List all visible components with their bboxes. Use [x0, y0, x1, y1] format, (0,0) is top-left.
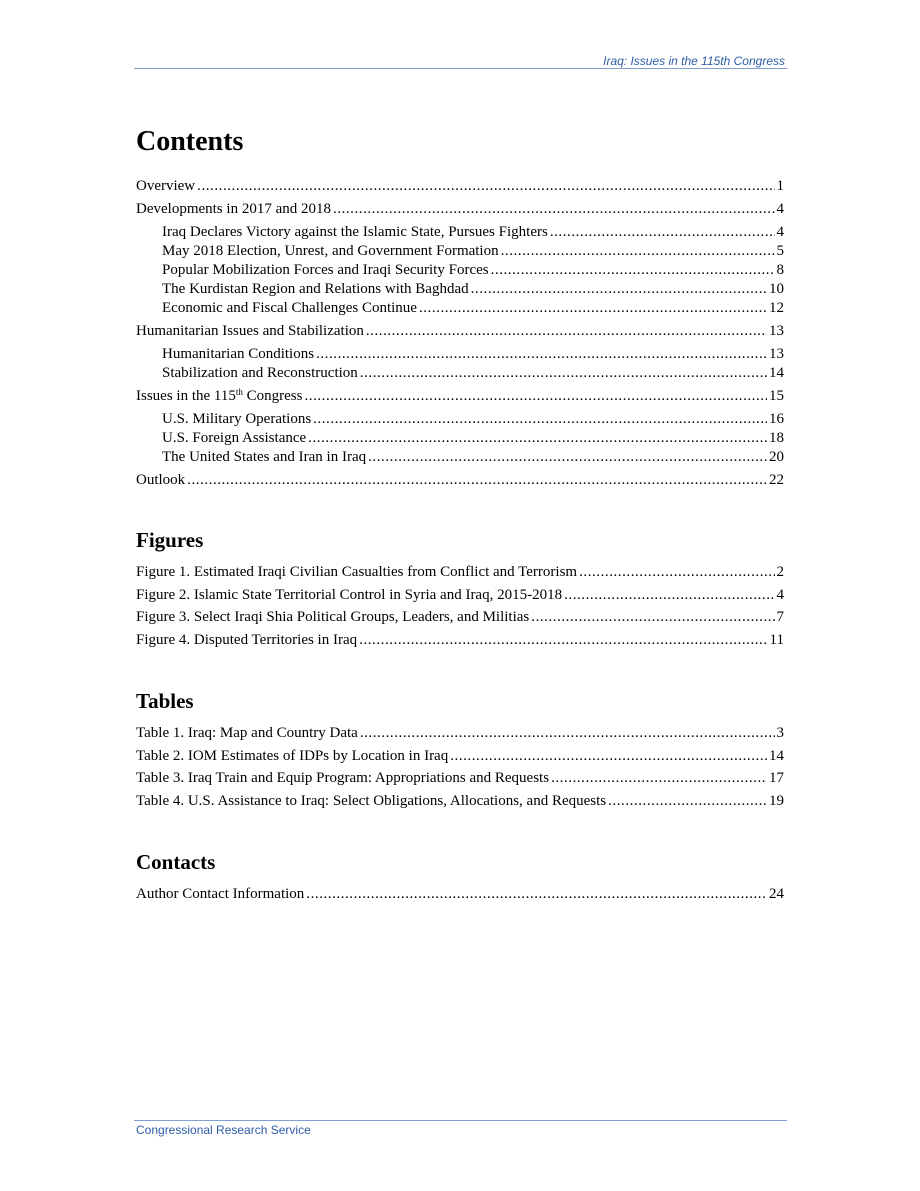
toc-entry-page: 11 [769, 631, 784, 648]
toc-entry-developments[interactable] [136, 200, 784, 219]
dot-leader [551, 769, 767, 788]
tables-heading: Tables [136, 689, 194, 713]
toc-entry-page: 16 [769, 411, 784, 427]
toc-subentry[interactable] [136, 280, 784, 299]
toc-subentry[interactable] [136, 410, 784, 429]
toc-entry-label: Stabilization and Reconstruction [162, 365, 358, 381]
toc-entry-label: Figure 4. Disputed Territories in Iraq [136, 631, 358, 648]
toc-entry-page: 13 [769, 346, 784, 362]
dot-leader [579, 563, 774, 582]
toc-entry-label: Popular Mobilization Forces and Iraqi Security Forces [162, 262, 489, 278]
table-entry[interactable] [136, 747, 784, 766]
contents-heading: Contents [136, 126, 244, 157]
toc-subentry[interactable] [136, 299, 784, 318]
dot-leader [491, 261, 775, 280]
toc-entry-label: The Kurdistan Region and Relations with Baghdad [162, 281, 469, 297]
dot-leader [366, 322, 767, 341]
toc-entry-page: 20 [769, 449, 784, 465]
toc-entry-label: Figure 1. Estimated Iraqi Civilian Casualties from Conflict and Terrorism [136, 564, 578, 580]
toc-entry-page: 5 [776, 243, 784, 259]
toc-subentry[interactable] [136, 364, 784, 383]
dot-leader [304, 387, 767, 406]
toc-subentry[interactable] [136, 448, 784, 467]
dot-leader [197, 177, 774, 196]
toc-entry-page: 14 [769, 747, 784, 764]
header-rule [134, 68, 787, 69]
dot-leader [187, 471, 767, 490]
toc-entry-label: Table 1. Iraq: Map and Country Data [136, 725, 358, 741]
toc-entry-page: 8 [776, 262, 784, 278]
toc-entry-page: 17 [769, 770, 784, 786]
toc-subentry[interactable] [136, 242, 784, 261]
toc-entry-label: Figure 3. Select Iraqi Shia Political Groups, Leaders, and Militias [136, 609, 530, 625]
label-text: Issues in the 115 [136, 388, 236, 404]
toc-entry-page: 4 [776, 201, 784, 217]
dot-leader [531, 608, 774, 627]
toc-entry-label: Iraq Declares Victory against the Islamic State, Pursues Fighters [162, 224, 548, 240]
dot-leader [308, 429, 767, 448]
toc-subentry[interactable] [136, 223, 784, 242]
dot-leader [333, 200, 775, 219]
dot-leader [316, 345, 767, 364]
toc-entry-humanitarian[interactable] [136, 322, 784, 341]
toc-entry-label: U.S. Foreign Assistance [162, 430, 307, 446]
toc-entry-label: The United States and Iran in Iraq [162, 449, 367, 465]
figure-entry[interactable] [136, 608, 784, 627]
toc-entry-page: 3 [776, 725, 784, 741]
toc-entry-label: Figure 2. Islamic State Territorial Control in Syria and Iraq, 2015-2018 [136, 586, 563, 603]
toc-entry-page: 1 [776, 178, 784, 194]
toc-entry-page: 24 [769, 886, 784, 902]
toc-entry-page: 14 [769, 365, 784, 381]
toc-entry-overview[interactable] [136, 177, 784, 196]
toc-entry-page: 12 [769, 300, 784, 316]
toc-entry-label: Developments in 2017 and 2018 [136, 201, 331, 217]
toc-subentry[interactable] [136, 429, 784, 448]
label-text: Congress [242, 388, 303, 404]
toc-subentry[interactable] [136, 345, 784, 364]
toc-entry-page: 4 [776, 224, 784, 240]
dot-leader [360, 364, 767, 383]
toc-entry-label: U.S. Military Operations [162, 411, 312, 427]
toc-entry-label: Overview [136, 178, 196, 194]
toc-entry-issues[interactable] [136, 387, 784, 406]
toc-entry-label: Table 4. U.S. Assistance to Iraq: Select Obligations, Allocations, and Requests [136, 792, 607, 809]
dot-leader [368, 448, 767, 467]
toc-entry-page: 2 [776, 564, 784, 580]
dot-leader [313, 410, 767, 429]
dot-leader [550, 223, 775, 242]
toc-entry-label: Humanitarian Conditions [162, 346, 315, 362]
toc-entry-label [136, 387, 302, 406]
toc-entry-outlook[interactable] [136, 471, 784, 490]
figure-entry[interactable] [136, 586, 784, 605]
figure-entry[interactable] [136, 631, 784, 650]
table-of-contents [136, 124, 784, 908]
dot-leader [360, 724, 775, 743]
toc-entry-label: May 2018 Election, Unrest, and Government Formation [162, 243, 499, 259]
toc-entry-page: 22 [769, 472, 784, 488]
figure-entry[interactable] [136, 563, 784, 582]
toc-entry-label: Table 2. IOM Estimates of IDPs by Location in Iraq [136, 747, 449, 764]
footer-organization: Congressional Research Service [136, 1123, 311, 1137]
dot-leader [564, 586, 774, 605]
toc-entry-label: Humanitarian Issues and Stabilization [136, 323, 364, 339]
toc-entry-page: 10 [769, 281, 784, 297]
dot-leader [608, 792, 767, 811]
figures-heading: Figures [136, 528, 204, 552]
toc-entry-page: 18 [769, 430, 784, 446]
toc-entry-page: 7 [776, 609, 784, 625]
table-entry[interactable] [136, 724, 784, 743]
dot-leader [501, 242, 775, 261]
table-entry[interactable] [136, 769, 784, 788]
dot-leader [306, 885, 767, 904]
toc-entry-page: 15 [769, 388, 784, 404]
toc-entry-label: Table 3. Iraq Train and Equip Program: Appropriations and Requests [136, 770, 550, 786]
dot-leader [419, 299, 767, 318]
dot-leader [450, 747, 767, 766]
dot-leader [359, 631, 767, 650]
toc-entry-label: Economic and Fiscal Challenges Continue [162, 300, 417, 316]
contacts-heading: Contacts [136, 850, 216, 874]
table-entry[interactable] [136, 792, 784, 811]
toc-entry-page: 4 [776, 586, 784, 603]
footer-rule [134, 1120, 787, 1121]
contact-entry[interactable] [136, 885, 784, 904]
toc-entry-label: Outlook [136, 472, 186, 488]
running-header-title: Iraq: Issues in the 115th Congress [603, 54, 785, 68]
toc-entry-page: 19 [769, 792, 784, 809]
ordinal-suffix: th [235, 387, 243, 397]
toc-entry-page: 13 [769, 323, 784, 339]
toc-entry-label: Author Contact Information [136, 886, 305, 902]
toc-subentry[interactable] [136, 261, 784, 280]
dot-leader [471, 280, 767, 299]
